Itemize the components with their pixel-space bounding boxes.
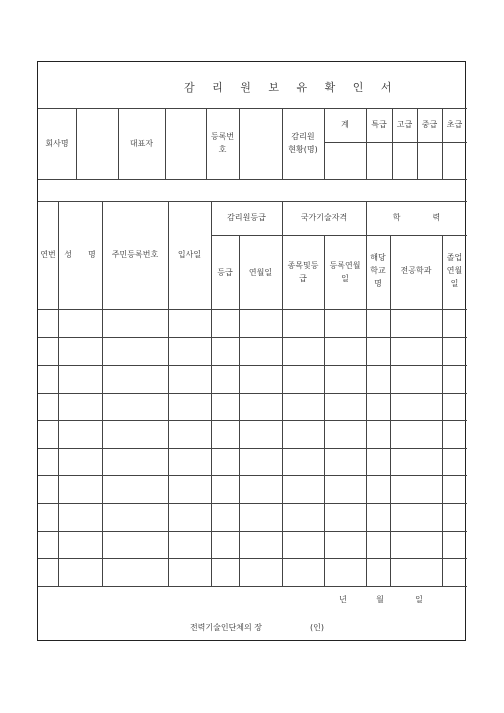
grade-header: 등급 [217, 268, 233, 277]
rule-title-bottom [38, 108, 467, 109]
footer-year: 년 [339, 595, 347, 604]
major-header: 전공학과 [400, 266, 432, 275]
cert-registration-date-header-line2: 일 [341, 274, 349, 283]
supervisor-status-label-line1: 감리원 [291, 132, 315, 141]
footer-month: 월 [376, 595, 384, 604]
registration-no-label-line1: 등록번 [210, 132, 235, 141]
school-name-header-line1: 해당 [370, 253, 386, 262]
registration-no-label-line2: 호 [218, 145, 227, 154]
cert-registration-date-header-line1: 등록연월 [329, 261, 361, 270]
vrule-r4 [211, 201, 212, 586]
graduation-date-header-line1: 졸업 [446, 253, 463, 262]
vrule-r6 [282, 201, 283, 586]
vrule-r7 [324, 235, 325, 586]
rule-table-bottom [38, 586, 467, 587]
serial-no-header: 연번 [40, 250, 56, 259]
supervisor-grade-group-header: 감리원등급 [227, 213, 266, 222]
school-name-header-line3: 명 [374, 279, 382, 288]
grade-beginner-label: 초급 [446, 120, 463, 129]
national-cert-group-header: 국가기술자격 [300, 213, 348, 222]
rule-group-header-bottom [211, 235, 467, 236]
grade-intermediate-label: 중급 [421, 120, 438, 129]
vrule-r5 [239, 235, 240, 586]
grade-date-header: 연월일 [248, 268, 273, 277]
rule-grade-header-bottom [324, 142, 467, 143]
footer-seal: (인) [310, 623, 324, 632]
cert-type-grade-header-line1: 종목및등 [287, 261, 319, 270]
education-group-header: 학 력 [392, 213, 441, 222]
grade-special-label: 특급 [371, 120, 387, 129]
rule-company-bottom [38, 179, 467, 180]
footer-signatory: 전력기술인단체의 장 [189, 623, 263, 632]
form-title: 감 리 원 보 유 확 인 서 [184, 81, 399, 94]
vrule-r9 [390, 235, 391, 586]
vrule-c1 [76, 108, 77, 179]
school-name-header-line2: 학교 [370, 266, 386, 275]
supervisor-retention-confirmation-form [37, 61, 466, 641]
footer-day: 일 [415, 595, 423, 604]
supervisor-status-label-line2: 현황(명) [288, 145, 318, 154]
graduation-date-header-line2: 연월 [446, 266, 463, 275]
company-name-label: 회사명 [45, 139, 69, 148]
cert-type-grade-header-line2: 급 [299, 274, 307, 283]
graduation-date-header-line3: 일 [450, 279, 459, 288]
name-header: 성 명 [64, 250, 96, 259]
representative-label: 대표자 [129, 139, 154, 148]
grade-total-label: 계 [341, 120, 349, 129]
vrule-c5 [239, 108, 240, 179]
join-date-header: 입사일 [177, 250, 202, 259]
vrule-c3 [165, 108, 166, 179]
resident-no-header: 주민등록번호 [111, 250, 159, 259]
grade-advanced-label: 고급 [396, 120, 413, 129]
